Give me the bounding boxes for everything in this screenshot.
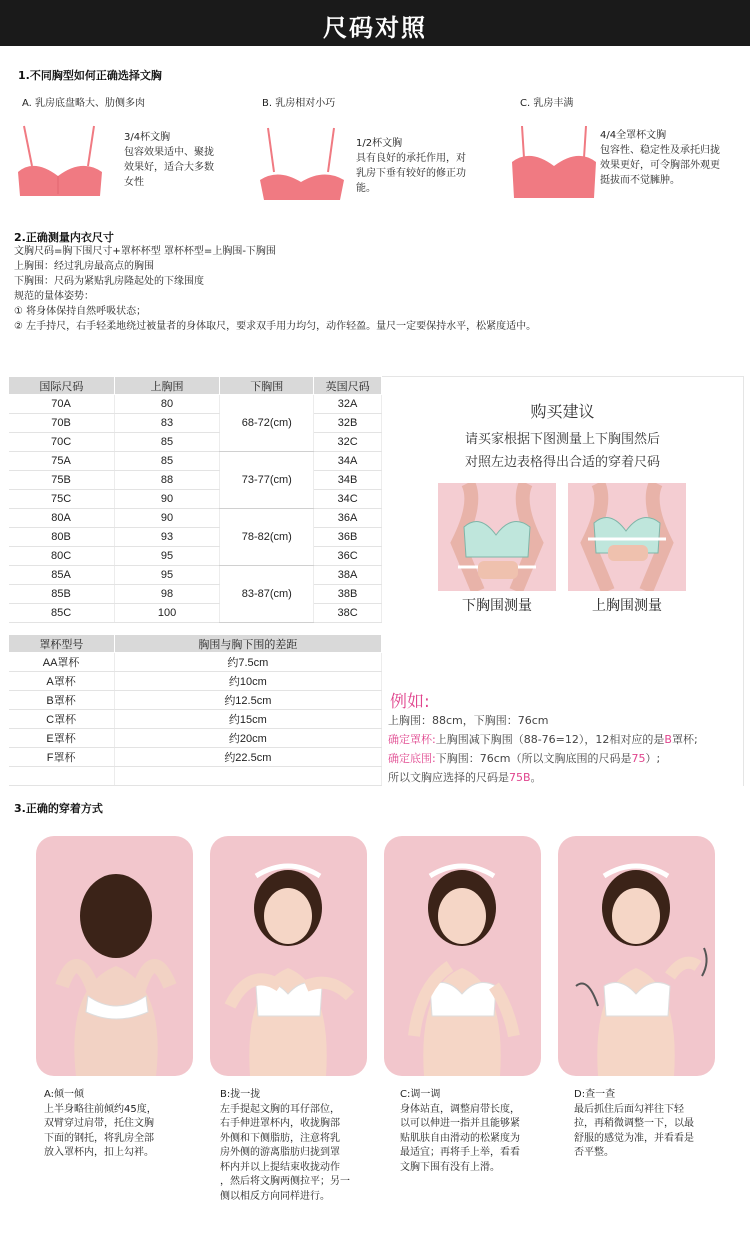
table-cell: 34A <box>314 452 382 471</box>
under-bust-measure-illustration <box>438 483 556 591</box>
table-header-row <box>9 377 382 395</box>
step-line: 双臂穿过肩带，托住文胸 <box>44 1118 154 1129</box>
example-line <box>388 749 698 768</box>
table-cell: 38C <box>314 604 382 623</box>
column-header: 国际尺码 <box>9 377 115 395</box>
table-cell: 80B <box>9 528 115 547</box>
table-cell: 83 <box>114 414 220 433</box>
section2-title: 2.正确测量内衣尺寸 <box>14 231 114 244</box>
desc-line: 包容效果适中、聚拢 <box>124 147 214 158</box>
table-row <box>9 767 382 786</box>
table-row <box>9 452 382 471</box>
step-a-text <box>44 1088 179 1161</box>
column-header: 英国尺码 <box>314 377 382 395</box>
step-b-illustration <box>210 836 367 1076</box>
table-row <box>9 509 382 528</box>
example-line <box>388 768 698 787</box>
table-cell: 70A <box>9 395 115 414</box>
bra-type-c-desc <box>600 128 720 188</box>
bra-full-cup-icon <box>508 122 600 202</box>
instruction-line: ① 将身体保持自然呼吸状态； <box>14 306 147 317</box>
table-cell: 68-72(cm) <box>220 395 314 452</box>
table-cell: 85B <box>9 585 115 604</box>
cup-size-table <box>8 634 382 786</box>
step-line: 否平整。 <box>574 1147 614 1158</box>
table-row <box>9 748 382 767</box>
table-cell: 34B <box>314 471 382 490</box>
step-line: ，然后将文胸两侧拉平；另一 <box>220 1176 350 1187</box>
table-cell: 36A <box>314 509 382 528</box>
table-row <box>9 528 382 547</box>
table-cell: 约15cm <box>114 710 381 729</box>
table-row <box>9 547 382 566</box>
step-line: 右手伸进罩杯内，收拢胸部 <box>220 1118 340 1129</box>
table-cell: 95 <box>114 547 220 566</box>
instruction-line: ② 左手持尺，右手轻柔地绕过被量者的身体取尺，要求双手用力均匀，动作轻盈。量尺一定要保持水平，松紧度适中。 <box>14 321 537 332</box>
table-cell <box>9 767 115 786</box>
step-line: D:查一查 <box>574 1089 616 1100</box>
table-cell: 78-82(cm) <box>220 509 314 566</box>
size-chart-table <box>8 376 382 623</box>
example-text-part: 下胸围：76cm（所以文胸底围的尺码是 <box>435 752 632 765</box>
table-row <box>9 653 382 672</box>
step-line: A:倾一倾 <box>44 1089 85 1100</box>
example-highlight: 75B <box>509 771 531 784</box>
table-row <box>9 729 382 748</box>
step-c-text <box>400 1088 535 1175</box>
column-header: 罩杯型号 <box>9 635 115 653</box>
step-line: 贴肌肤自由滑动的松紧度为 <box>400 1132 520 1144</box>
table-cell: 32B <box>314 414 382 433</box>
table-cell: 85 <box>114 433 220 452</box>
table-cell: 34C <box>314 490 382 509</box>
under-bust-label: 下胸围测量 <box>462 598 532 614</box>
table-cell: 约22.5cm <box>114 748 381 767</box>
example-text-part: 所以文胸应选择的尺码是 <box>388 771 509 784</box>
table-cell: 32C <box>314 433 382 452</box>
step-b-text <box>220 1088 355 1204</box>
bra-type-a-label: A. 乳房底盘略大、肋侧多肉 <box>22 98 146 109</box>
step-line: 杯内并以上提结束收拢动作 <box>220 1161 340 1173</box>
table-cell: 36C <box>314 547 382 566</box>
table-cell: B罩杯 <box>9 691 115 710</box>
advice-title: 购买建议 <box>530 402 595 421</box>
table-cell: 38B <box>314 585 382 604</box>
table-row <box>9 471 382 490</box>
table-cell: C罩杯 <box>9 710 115 729</box>
desc-line: 4/4全罩杯文胸 <box>600 130 667 141</box>
desc-line: 3/4杯文胸 <box>124 132 171 143</box>
desc-line: 挺拔而不觉臃肿。 <box>600 175 680 186</box>
table-cell: 约20cm <box>114 729 381 748</box>
table-cell: 90 <box>114 490 220 509</box>
table-cell: 80A <box>9 509 115 528</box>
table-row <box>9 414 382 433</box>
table-cell: 95 <box>114 566 220 585</box>
desc-line: 能。 <box>356 183 376 194</box>
table-row <box>9 585 382 604</box>
step-line: 最适宜；再将手上举，看看 <box>400 1147 520 1158</box>
table-cell: 85C <box>9 604 115 623</box>
step-d-text <box>574 1088 709 1161</box>
section3-title: 3.正确的穿着方式 <box>14 802 103 815</box>
example-line <box>388 730 698 749</box>
bra-half-cup-icon <box>256 124 348 204</box>
table-cell: 88 <box>114 471 220 490</box>
table-cell: 85 <box>114 452 220 471</box>
table-row <box>9 710 382 729</box>
desc-line: 乳房下垂有较好的修正功 <box>356 168 466 179</box>
step-line: 放入罩杯内，扣上勾袢。 <box>44 1147 154 1158</box>
column-header: 下胸围 <box>220 377 314 395</box>
desc-line: 效果更好，可令胸部外观更 <box>600 160 720 171</box>
table-cell: 98 <box>114 585 220 604</box>
bra-type-b-label: B. 乳房相对小巧 <box>262 98 336 109</box>
table-cell: 73-77(cm) <box>220 452 314 509</box>
table-row <box>9 672 382 691</box>
step-line: 文胸下围有没有上滑。 <box>400 1161 500 1173</box>
table-header-row <box>9 635 382 653</box>
step-c-illustration <box>384 836 541 1076</box>
table-row <box>9 604 382 623</box>
table-cell: 80C <box>9 547 115 566</box>
table-row <box>9 691 382 710</box>
step-line: 拉，再稍微调整一下，以最 <box>574 1118 694 1129</box>
instruction-line: 下胸围：尺码为紧贴乳房隆起处的下缘围度 <box>14 276 204 287</box>
table-cell: 约7.5cm <box>114 653 381 672</box>
section1-title: 1.不同胸型如何正确选择文胸 <box>18 69 162 82</box>
bra-type-b-desc <box>356 136 466 196</box>
table-row <box>9 566 382 585</box>
step-line: 外侧和下侧脂肪，注意将乳 <box>220 1132 340 1144</box>
example-key: 确定底围: <box>388 752 436 765</box>
instruction-line: 上胸围：经过乳房最高点的胸围 <box>14 261 154 272</box>
step-line: 左手提起文胸的耳仔部位， <box>220 1103 340 1115</box>
table-cell: 32A <box>314 395 382 414</box>
step-line: 舒服的感觉为准，并看看是 <box>574 1132 694 1144</box>
example-key: 确定罩杯: <box>388 733 436 746</box>
example-title: 例如: <box>390 692 430 712</box>
table-cell: F罩杯 <box>9 748 115 767</box>
bra-type-a-desc <box>124 130 214 190</box>
step-line: 下面的钢托，将乳房全部 <box>44 1132 154 1144</box>
page-header <box>0 0 750 46</box>
table-cell: 80 <box>114 395 220 414</box>
step-d-illustration <box>558 836 715 1076</box>
table-cell: 83-87(cm) <box>220 566 314 623</box>
woman-adjusting-illustration <box>210 836 367 1076</box>
measurement-instructions <box>14 244 536 334</box>
table-cell: 约10cm <box>114 672 381 691</box>
table-cell: 70C <box>9 433 115 452</box>
step-line: B:拢一拢 <box>220 1089 261 1100</box>
table-cell: E罩杯 <box>9 729 115 748</box>
example-highlight: B <box>664 733 672 746</box>
example-text <box>388 711 698 787</box>
step-line: 上半身略往前倾约45度， <box>44 1103 157 1115</box>
table-cell <box>114 767 381 786</box>
step-line: 房外侧的游离脂肪归拢到罩 <box>220 1147 340 1158</box>
table-cell: 70B <box>9 414 115 433</box>
step-line: C:调一调 <box>400 1089 441 1100</box>
woman-strap-illustration <box>384 836 541 1076</box>
instruction-line: 规范的量体姿势： <box>14 291 94 302</box>
table-cell: 75C <box>9 490 115 509</box>
step-a-illustration <box>36 836 193 1076</box>
desc-line: 效果好，适合大多数 <box>124 162 214 173</box>
step-line: 侧以相反方向同样进行。 <box>220 1190 330 1202</box>
table-row <box>9 395 382 414</box>
table-cell: 约12.5cm <box>114 691 381 710</box>
page-title: 尺码对照 <box>323 14 427 42</box>
example-line: 上胸围：88cm，下胸围：76cm <box>388 714 549 727</box>
table-cell: 85A <box>9 566 115 585</box>
table-cell: 75B <box>9 471 115 490</box>
desc-line: 女性 <box>124 177 144 188</box>
table-cell: 90 <box>114 509 220 528</box>
desc-line: 1/2杯文胸 <box>356 138 403 149</box>
step-line: 以可以伸进一指并且能够紧 <box>400 1118 520 1129</box>
table-cell: 38A <box>314 566 382 585</box>
step-line: 最后抓住后面勾袢往下轻 <box>574 1103 684 1115</box>
desc-line: 包容性、稳定性及承托归拢 <box>600 145 720 156</box>
example-text-part: ）; <box>645 752 661 765</box>
bra-3-4-cup-icon <box>14 122 106 202</box>
step-line: 身体站直，调整肩带长度， <box>400 1103 520 1115</box>
desc-line: 具有良好的承托作用，对 <box>356 153 466 164</box>
table-cell: 100 <box>114 604 220 623</box>
column-header: 胸围与胸下围的差距 <box>114 635 381 653</box>
example-text-part: 上胸围减下胸围（88-76=12），12相对应的是 <box>435 733 665 746</box>
column-header: 上胸围 <box>114 377 220 395</box>
bra-type-c-label: C. 乳房丰满 <box>520 98 574 109</box>
example-highlight: 75 <box>631 752 646 765</box>
instruction-line: 文胸尺码=胸下围尺寸+罩杯杯型 罩杯杯型=上胸围-下胸围 <box>14 246 276 257</box>
table-cell: A罩杯 <box>9 672 115 691</box>
table-cell: 93 <box>114 528 220 547</box>
woman-checking-illustration <box>558 836 715 1076</box>
table-row <box>9 433 382 452</box>
example-text-part: 。 <box>530 771 542 784</box>
example-text-part: 罩杯; <box>671 733 698 746</box>
table-cell: AA罩杯 <box>9 653 115 672</box>
table-cell: 36B <box>314 528 382 547</box>
purchase-advice-panel <box>382 376 744 786</box>
advice-subtitle-line2: 对照左边表格得出合适的穿着尺码 <box>464 455 660 470</box>
upper-bust-label: 上胸围测量 <box>592 598 662 614</box>
woman-back-illustration <box>36 836 193 1076</box>
upper-bust-measure-illustration <box>568 483 686 591</box>
advice-subtitle-line1: 请买家根据下图测量上下胸围然后 <box>464 432 660 447</box>
table-cell: 75A <box>9 452 115 471</box>
table-row <box>9 490 382 509</box>
